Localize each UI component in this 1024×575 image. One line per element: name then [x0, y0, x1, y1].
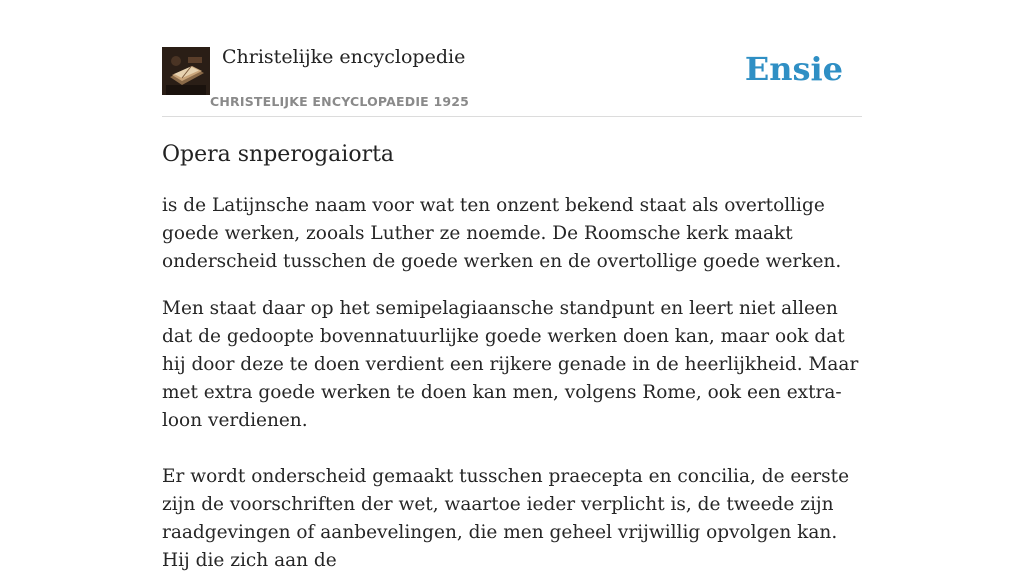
book-photo-icon — [162, 47, 210, 95]
article — [162, 138, 862, 575]
article-paragraph: is de Latijnsche naam voor wat ten onzent bekend staat als overtollige goede werken, zooals Luther ze noemde. De Roomsche kerk maakt onderscheid tusschen de goede werken en de overtollige goede werken. — [162, 195, 842, 272]
site-subtitle: CHRISTELIJKE ENCYCLOPAEDIE 1925 — [210, 94, 470, 109]
article-paragraph: Er wordt onderscheid gemaakt tusschen praecepta en concilia, de eerste zijn de voorschriften der wet, waartoe ieder verplicht is, de tweede zijn raadgevingen of aanbevelingen, die men geheel vrijwillig opvolgen kan. Hij die zich aan de — [162, 466, 850, 571]
avatar[interactable] — [162, 47, 210, 95]
article-title: Opera snperogaiorta — [162, 142, 395, 167]
site-title[interactable]: Christelijke encyclopedie — [222, 46, 466, 68]
brand-logo-link[interactable]: Ensie — [744, 50, 843, 88]
article-paragraph: Men staat daar op het semipelagiaansche standpunt en leert niet alleen dat de gedoopte bovennatuurlijke goede werken doen kan, maar ook dat hij door deze te doen verdient een rijkere genade in de heerlijkheid. Maar met extra goede werken te doen kan men, volgens Rome, ook een extra-loon verdienen. — [162, 298, 859, 431]
site-header — [162, 44, 862, 117]
